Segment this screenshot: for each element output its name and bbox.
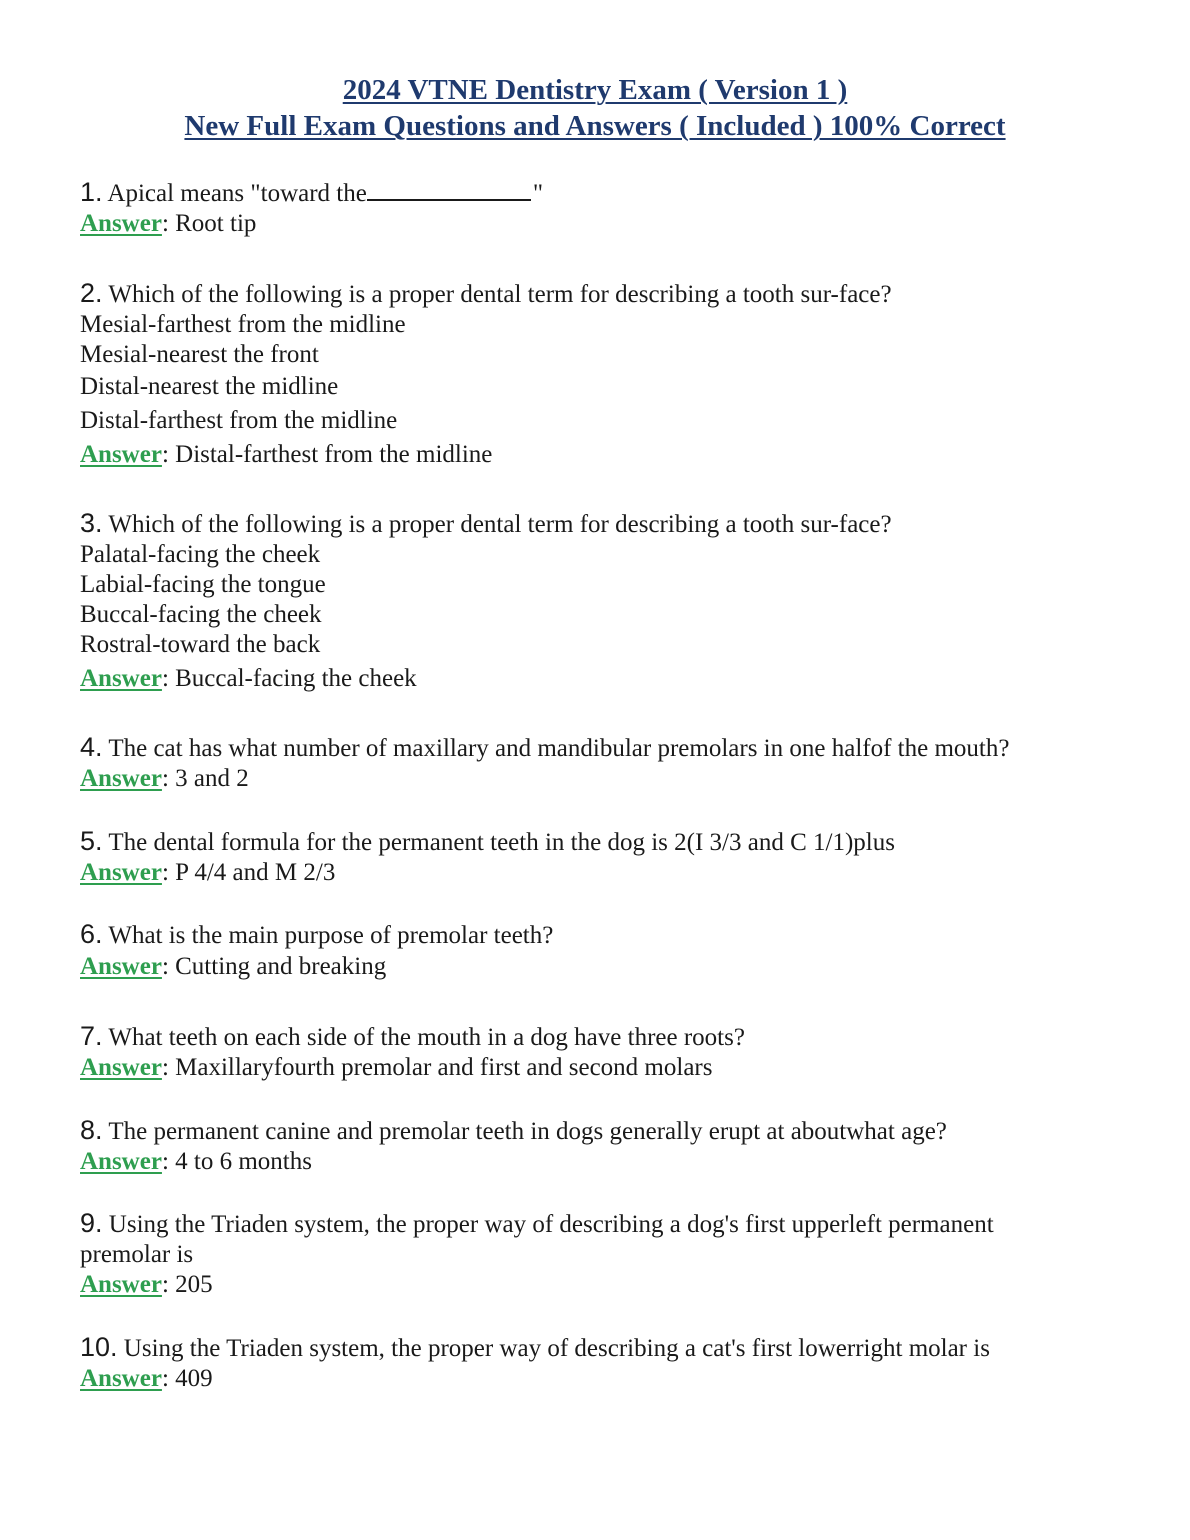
- answer-label: Answer: [80, 765, 162, 792]
- question-number: 10.: [80, 1332, 118, 1362]
- question-number: 4.: [80, 732, 103, 762]
- question-text: 10. Using the Triaden system, the proper way of describing a cat's first lowerright molar is: [80, 1332, 990, 1362]
- answer-line: [80, 858, 1120, 888]
- answer-label: Answer: [80, 665, 162, 692]
- answer-line: [80, 952, 1120, 982]
- answer-line: [80, 764, 1120, 794]
- question-text: 6. What is the main purpose of premolar teeth?: [80, 919, 554, 949]
- option: Rostral-toward the back: [80, 631, 321, 658]
- answer-label: Answer: [80, 1148, 162, 1175]
- question-5: [80, 826, 1120, 888]
- answer-text: : Buccal-facing the cheek: [161, 665, 417, 692]
- answer-text: : Distal-farthest from the midline: [161, 441, 493, 468]
- answer-line: [80, 664, 1120, 694]
- question-text: 1. Apical means "toward the ": [80, 177, 544, 207]
- option: Palatal-facing the cheek: [80, 541, 321, 568]
- answer-text: : 205: [161, 1271, 213, 1298]
- answer-line: [80, 1270, 1120, 1300]
- answer-line: [80, 1053, 1120, 1083]
- answer-line: [80, 1364, 1120, 1394]
- answer-text: : 409: [161, 1365, 213, 1392]
- answer-text: : Cutting and breaking: [161, 953, 387, 980]
- question-3: [80, 508, 1120, 694]
- option: Mesial-farthest from the midline: [80, 311, 406, 338]
- question-number: 2.: [80, 278, 103, 308]
- answer-text: : Root tip: [161, 210, 257, 237]
- option: Distal-nearest the midline: [80, 373, 339, 400]
- question-number: 8.: [80, 1115, 103, 1145]
- question-text: 8. The permanent canine and premolar teeth in dogs generally erupt at aboutwhat age?: [80, 1115, 947, 1145]
- answer-text: : Maxillaryfourth premolar and first and second molars: [161, 1054, 713, 1081]
- answer-text: : 4 to 6 months: [161, 1148, 312, 1175]
- question-text: 2. Which of the following is a proper dental term for describing a tooth sur-face?: [80, 278, 892, 308]
- answer-label: Answer: [80, 953, 162, 980]
- question-8: [80, 1115, 1120, 1177]
- answer-line: [80, 1147, 1120, 1177]
- answer-label: Answer: [80, 1365, 162, 1392]
- exam-title: 2024 VTNE Dentistry Exam ( Version 1 ): [342, 74, 848, 106]
- question-7: [80, 1021, 1120, 1083]
- question-text: 5. The dental formula for the permanent teeth in the dog is 2(I 3/3 and C 1/1)plus: [80, 826, 895, 856]
- option: Buccal-facing the cheek: [80, 601, 322, 628]
- answer-label: Answer: [80, 441, 162, 468]
- question-number: 6.: [80, 919, 103, 949]
- answer-line: [80, 440, 1120, 470]
- option: Labial-facing the tongue: [80, 571, 326, 598]
- question-4: [80, 732, 1120, 794]
- question-text: 7. What teeth on each side of the mouth in a dog have three roots?: [80, 1021, 745, 1051]
- question-2: [80, 278, 1120, 470]
- question-number: 7.: [80, 1021, 103, 1051]
- answer-label: Answer: [80, 210, 162, 237]
- question-number: 3.: [80, 508, 103, 538]
- question-text-continued: premolar is: [80, 1241, 194, 1268]
- answer-label: Answer: [80, 1054, 162, 1081]
- fill-in-blank: [367, 181, 531, 201]
- answer-label: Answer: [80, 1271, 162, 1298]
- question-text: 4. The cat has what number of maxillary and mandibular premolars in one halfof the mouth?: [80, 732, 1010, 762]
- answer-line: [80, 209, 1120, 239]
- question-1: [80, 177, 1120, 239]
- question-6: [80, 919, 1120, 982]
- answer-text: : 3 and 2: [161, 765, 249, 792]
- question-number: 1.: [80, 177, 103, 207]
- answer-label: Answer: [80, 859, 162, 886]
- question-text: 9. Using the Triaden system, the proper way of describing a dog's first upperleft permanent: [80, 1208, 994, 1238]
- question-10: [80, 1332, 1120, 1394]
- question-number: 9.: [80, 1208, 103, 1238]
- option: Distal-farthest from the midline: [80, 407, 398, 434]
- question-number: 5.: [80, 826, 103, 856]
- answer-text: : P 4/4 and M 2/3: [161, 859, 336, 886]
- question-text: 3. Which of the following is a proper dental term for describing a tooth sur-face?: [80, 508, 892, 538]
- question-9: [80, 1208, 1120, 1300]
- exam-subtitle: New Full Exam Questions and Answers ( Included ) 100% Correct: [184, 110, 1006, 142]
- option: Mesial-nearest the front: [80, 341, 319, 368]
